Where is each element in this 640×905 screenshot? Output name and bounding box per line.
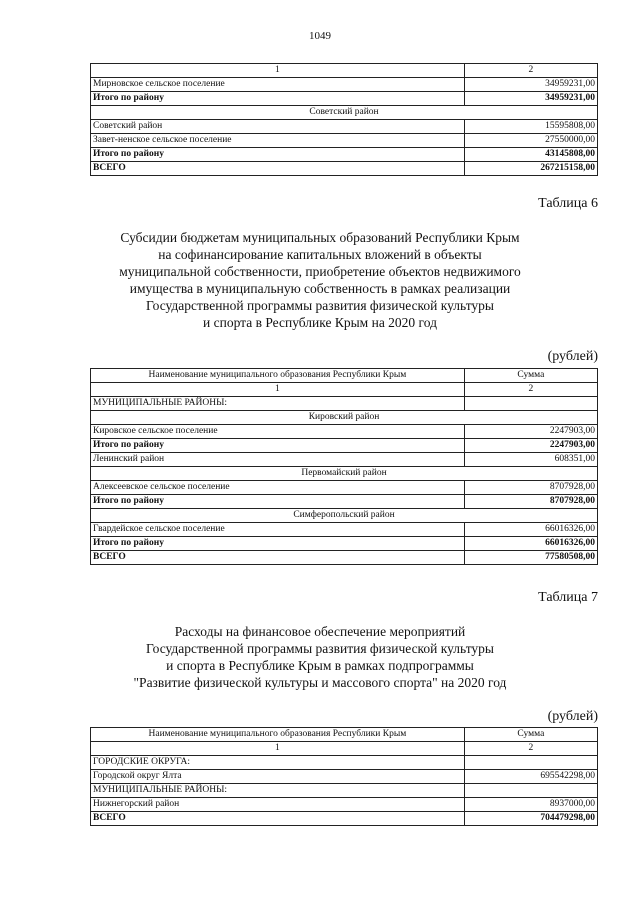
row-value: 2247903,00 bbox=[464, 425, 597, 439]
total-row bbox=[91, 812, 598, 826]
row-value: 66016326,00 bbox=[464, 523, 597, 537]
total-row bbox=[91, 439, 598, 453]
section-row bbox=[91, 411, 598, 425]
row-value: 704479298,00 bbox=[464, 812, 597, 826]
caption-line: Государственной программы развития физической культуры bbox=[146, 298, 494, 313]
table-row bbox=[91, 481, 598, 495]
row-value: 8707928,00 bbox=[464, 495, 597, 509]
section-title: Кировский район bbox=[91, 411, 598, 425]
table-row bbox=[91, 134, 598, 148]
row-name: Советский район bbox=[91, 120, 465, 134]
row-value bbox=[464, 397, 597, 411]
row-name: ВСЕГО bbox=[91, 812, 465, 826]
column-header: 2 bbox=[464, 742, 597, 756]
total-row bbox=[91, 148, 598, 162]
caption-line: и спорта в Республике Крым в рамках подпрограммы bbox=[166, 658, 474, 673]
row-value: 77580508,00 bbox=[464, 551, 597, 565]
column-header: 1 bbox=[91, 742, 465, 756]
row-value bbox=[464, 784, 597, 798]
row-value: 15595808,00 bbox=[464, 120, 597, 134]
row-name: ВСЕГО bbox=[91, 551, 465, 565]
section-row bbox=[91, 106, 598, 120]
page-number: 1049 bbox=[309, 30, 331, 42]
table6-title bbox=[60, 229, 580, 331]
column-header: Наименование муниципального образования Республики Крым bbox=[91, 369, 465, 383]
table-row bbox=[91, 78, 598, 92]
row-name: Алексеевское сельское поселение bbox=[91, 481, 465, 495]
group-row bbox=[91, 397, 598, 411]
row-name: МУНИЦИПАЛЬНЫЕ РАЙОНЫ: bbox=[91, 397, 465, 411]
section-row bbox=[91, 509, 598, 523]
section-title: Советский район bbox=[91, 106, 598, 120]
row-name: Итого по району bbox=[91, 537, 465, 551]
column-header: Сумма bbox=[464, 369, 597, 383]
table-row bbox=[91, 523, 598, 537]
column-header: 2 bbox=[464, 383, 597, 397]
table-row bbox=[91, 453, 598, 467]
row-name: Завет-ненское сельское поселение bbox=[91, 134, 465, 148]
caption-line: имущества в муниципальную собственность в рамках реализации bbox=[129, 281, 511, 296]
row-value: 267215158,00 bbox=[464, 162, 597, 176]
table7-title bbox=[60, 623, 580, 691]
caption-line: Расходы на финансовое обеспечение мероприятий bbox=[174, 624, 466, 639]
row-value: 8937000,00 bbox=[464, 798, 597, 812]
row-value: 43145808,00 bbox=[464, 148, 597, 162]
table6 bbox=[90, 368, 598, 565]
row-value: 695542298,00 bbox=[464, 770, 597, 784]
total-row bbox=[91, 551, 598, 565]
table-header-row bbox=[91, 383, 598, 397]
caption-line: Субсидии бюджетам муниципальных образований Республики Крым bbox=[120, 230, 520, 245]
row-name: Итого по району bbox=[91, 439, 465, 453]
column-header: 1 bbox=[91, 383, 465, 397]
caption-line: и спорта в Республике Крым на 2020 год bbox=[203, 315, 437, 330]
total-row bbox=[91, 92, 598, 106]
row-value: 2247903,00 bbox=[464, 439, 597, 453]
caption-line: Государственной программы развития физической культуры bbox=[146, 641, 494, 656]
table6-units: (рублей) bbox=[547, 349, 598, 364]
table-row bbox=[91, 770, 598, 784]
row-name: Итого по району bbox=[91, 495, 465, 509]
section-title: Первомайский район bbox=[91, 467, 598, 481]
section-row bbox=[91, 467, 598, 481]
row-name: Мирновское сельское поселение bbox=[91, 78, 465, 92]
row-value: 27550000,00 bbox=[464, 134, 597, 148]
caption-line: на софинансирование капитальных вложений в объекты bbox=[158, 247, 482, 262]
row-value: 34959231,00 bbox=[464, 92, 597, 106]
table-header-row bbox=[91, 728, 598, 742]
row-name: ВСЕГО bbox=[91, 162, 465, 176]
row-value: 608351,00 bbox=[464, 453, 597, 467]
total-row bbox=[91, 495, 598, 509]
table7-units: (рублей) bbox=[547, 709, 598, 724]
row-value: 66016326,00 bbox=[464, 537, 597, 551]
row-value: 34959231,00 bbox=[464, 78, 597, 92]
row-name: Городской округ Ялта bbox=[91, 770, 465, 784]
column-header: Сумма bbox=[464, 728, 597, 742]
table6-label: Таблица 6 bbox=[538, 196, 598, 211]
table-row bbox=[91, 425, 598, 439]
continuation-table bbox=[90, 63, 598, 176]
row-name: ГОРОДСКИЕ ОКРУГА: bbox=[91, 756, 465, 770]
row-name: МУНИЦИПАЛЬНЫЕ РАЙОНЫ: bbox=[91, 784, 465, 798]
row-value: 8707928,00 bbox=[464, 481, 597, 495]
table7 bbox=[90, 727, 598, 826]
group-row bbox=[91, 756, 598, 770]
total-row bbox=[91, 537, 598, 551]
table-header-row bbox=[91, 369, 598, 383]
total-row bbox=[91, 162, 598, 176]
group-row bbox=[91, 784, 598, 798]
table7-label: Таблица 7 bbox=[538, 590, 598, 605]
table-row bbox=[91, 120, 598, 134]
row-name: Итого по району bbox=[91, 92, 465, 106]
column-header: Наименование муниципального образования Республики Крым bbox=[91, 728, 465, 742]
row-name: Ленинский район bbox=[91, 453, 465, 467]
row-name: Гвардейское сельское поселение bbox=[91, 523, 465, 537]
row-value bbox=[464, 756, 597, 770]
table-row bbox=[91, 798, 598, 812]
table-header-row bbox=[91, 742, 598, 756]
row-name: Итого по району bbox=[91, 148, 465, 162]
row-name: Нижнегорский район bbox=[91, 798, 465, 812]
row-name: Кировское сельское поселение bbox=[91, 425, 465, 439]
caption-line: муниципальной собственности, приобретение объектов недвижимого bbox=[119, 264, 521, 279]
column-header: 1 bbox=[91, 64, 465, 78]
caption-line: "Развитие физической культуры и массового спорта" на 2020 год bbox=[133, 675, 507, 690]
table-header-row bbox=[91, 64, 598, 78]
column-header: 2 bbox=[464, 64, 597, 78]
section-title: Симферопольский район bbox=[91, 509, 598, 523]
